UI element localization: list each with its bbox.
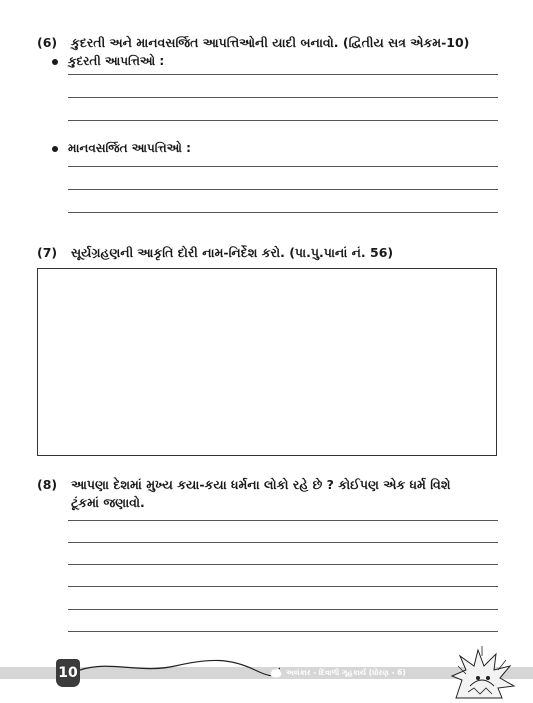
question-text: સૂર્યગ્રહણની આકૃતિ દોરી નામ-નિર્દેશ કરો. (પા.પુ.પાનાં નં. 56)	[71, 245, 394, 260]
question-number: (8)	[37, 477, 58, 492]
answer-line[interactable]	[68, 97, 498, 98]
cloud-icon	[270, 668, 282, 678]
question-text-continued: ટૂંકમાં જણાવો.	[71, 495, 145, 510]
answer-line[interactable]	[68, 212, 498, 213]
answer-line[interactable]	[68, 189, 498, 190]
book-title: અલંકાર - દિવાળી ગૃહકાર્ય (ધોરણ - 6)	[286, 668, 406, 677]
answer-line[interactable]	[68, 564, 498, 565]
answer-line[interactable]	[68, 120, 498, 121]
answer-line[interactable]	[68, 542, 498, 543]
answer-line[interactable]	[68, 586, 498, 587]
manmade-disasters-heading	[52, 141, 352, 157]
answer-line[interactable]	[68, 520, 498, 521]
answer-line[interactable]	[68, 166, 498, 167]
natural-disasters-heading	[52, 54, 352, 70]
bullet-icon	[52, 59, 58, 65]
question-number: (7)	[37, 245, 58, 260]
question-number: (6)	[37, 35, 58, 50]
question-6	[37, 34, 507, 51]
question-text: કુદરતી અને માનવસર્જિત આપત્તિઓની યાદી બનાવો. (દ્વિતીય સત્ર એકમ-10)	[71, 35, 470, 50]
question-text: આપણા દેશમાં મુખ્ય કયા-કયા ધર્મના લોકો રહે છે ? કોઈપણ એક ધર્મ વિશે	[71, 477, 451, 492]
bullet-label: કુદરતી આપત્તિઓ :	[68, 54, 165, 68]
answer-line[interactable]	[68, 609, 498, 610]
mascot-illustration-icon	[448, 646, 518, 700]
page-number: 10	[56, 659, 80, 687]
wire-decoration	[80, 652, 280, 676]
bullet-label: માનવસર્જિત આપત્તિઓ :	[68, 141, 191, 155]
answer-line[interactable]	[68, 631, 498, 632]
question-7	[37, 244, 507, 261]
bullet-icon	[52, 146, 58, 152]
drawing-box[interactable]	[37, 268, 497, 456]
question-8	[37, 476, 507, 512]
answer-line[interactable]	[68, 74, 498, 75]
